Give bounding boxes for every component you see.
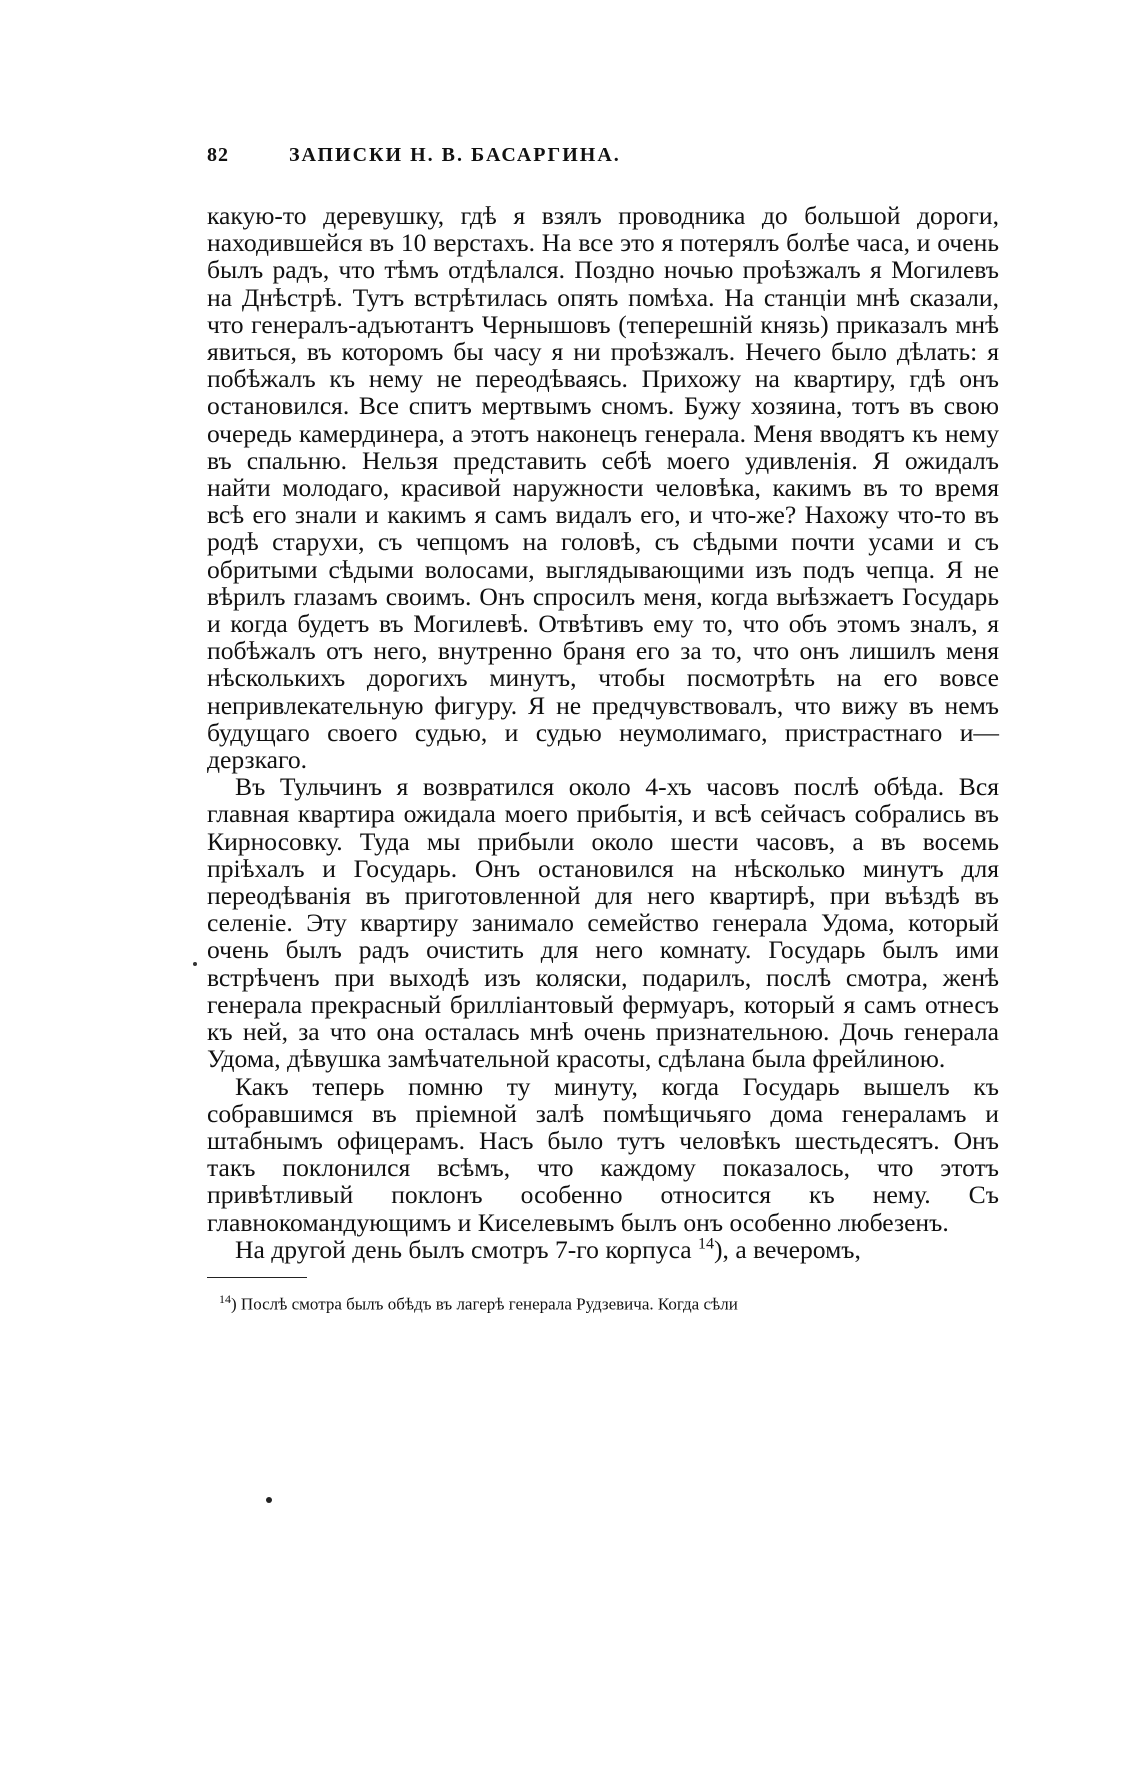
- last-line-text: На другой день былъ смотръ 7-го корпуса: [235, 1234, 699, 1264]
- running-head: [207, 140, 999, 180]
- margin-speck: [193, 962, 197, 966]
- paragraph-3: Какъ теперь помню ту минуту, когда Государь вышелъ къ собравшимся въ пріемной залѣ помѣщичьяго дома генераламъ и штабнымъ офицерамъ. Насъ было тутъ человѣкъ шестьдесятъ. Онъ такъ поклонился всѣмъ, что каждому показалось, что этотъ привѣтливый поклонъ особенно относится къ нему. Съ главнокомандующимъ и Киселевымъ былъ онъ особенно любезенъ.: [207, 1071, 999, 1237]
- paragraph-1: какую-то деревушку, гдѣ я взялъ проводника до большой дороги, находившейся въ 10 верстахъ. На все это я потерялъ болѣе часа, и очень былъ радъ, что тѣмъ отдѣлался. Поздно ночью проѣзжалъ я Могилевъ на Днѣстрѣ. Тутъ встрѣтилась опять помѣха. На станціи мнѣ сказали, что генералъ-адъютантъ Чернышовъ (теперешній князь) приказалъ мнѣ явиться, въ которомъ бы часу я ни проѣзжалъ. Нечего было дѣлать: я побѣжалъ къ нему не переодѣваясь. Прихожу на квартиру, гдѣ онъ остановился. Все спитъ мертвымъ сномъ. Бужу хозяина, тотъ въ свою очередь камердинера, а этотъ наконецъ генерала. Меня вводятъ къ нему въ спальню. Нельзя представить себѣ моего удивленія. Я ожидалъ найти молодаго, красивой наружности человѣка, какимъ въ то время всѣ его знали и какимъ я самъ видалъ его, и что-же? Нахожу что-то въ родѣ старухи, съ чепцомъ на головѣ, съ сѣдыми почти усами и съ обритыми сѣдыми волосами, выглядывающими изъ подъ чепца. Я не вѣрилъ глазамъ своимъ. Онъ спросилъ меня, когда выѣзжаетъ Государь и когда будетъ въ Могилевѣ. Отвѣтивъ ему то, что объ этомъ зналъ, я побѣжалъ отъ него, внутренно браня его за то, что онъ лишилъ меня нѣсколькихъ дорогихъ минутъ, чтобы посмотрѣть на его вовсе непривлекательную фигуру. Я не предчувствовалъ, что вижу въ немъ будущаго своего судью, и судью неумолимаго, пристрастнаго и—дерзкаго.: [207, 201, 999, 775]
- paragraph-2: Въ Тульчинъ я возвратился около 4-хъ часовъ послѣ обѣда. Вся главная квартира ожидала моего прибытія, и всѣ сейчасъ собрались въ Кирносовку. Туда мы прибыли около шести часовъ, а въ восемь пріѣхалъ и Государь. Онъ остановился на нѣсколько минутъ для переодѣванія въ приготовленной для него квартирѣ, при въѣздѣ въ селеніе. Эту квартиру занимало семейство генерала Удома, который очень былъ радъ очистить для него комнату. Государь былъ ими встрѣченъ при выходѣ изъ коляски, подарилъ, послѣ смотра, женѣ генерала прекрасный бриллiантовый фермуаръ, который я самъ отнесъ къ ней, за что она осталась мнѣ очень признательною. Дочь генерала Удома, дѣвушка замѣчательной красоты, сдѣлана была фрейлиною.: [207, 772, 999, 1074]
- running-title: ЗАПИСКИ Н. В. БАСАРГИНА.: [289, 144, 621, 166]
- footnote-text: ) Послѣ смотра былъ обѣдъ въ лагерѣ генерала Рудзевича. Когда сѣли: [231, 1294, 738, 1314]
- footnote-divider: [207, 1277, 307, 1278]
- paragraph-4: [207, 1236, 999, 1263]
- footnote-reference[interactable]: 14: [698, 1235, 715, 1253]
- page-speck: [266, 1497, 272, 1503]
- page-number: 82: [207, 144, 229, 166]
- last-line-continuation: ), а вечеромъ,: [714, 1234, 861, 1264]
- body-text: [207, 202, 999, 1263]
- footnote-mark: 14: [219, 1291, 231, 1306]
- page: [207, 140, 999, 1316]
- footnote: [207, 1288, 999, 1316]
